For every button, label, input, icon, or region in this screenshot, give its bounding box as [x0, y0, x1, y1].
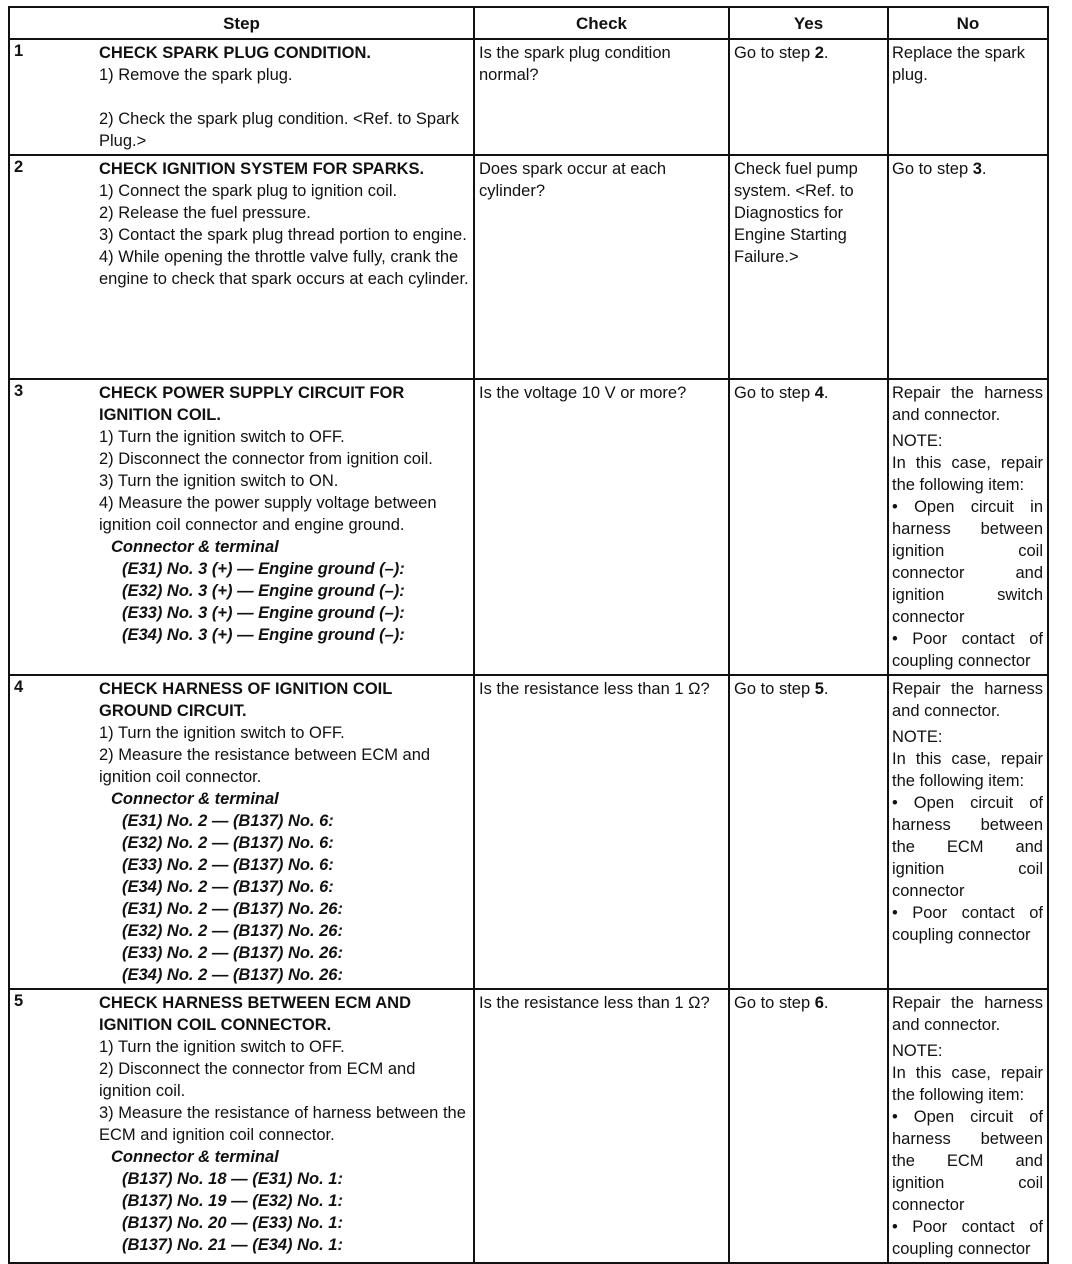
no-cell: Replace the spark plug. — [888, 39, 1048, 155]
header-step: Step — [9, 7, 474, 39]
table-row — [9, 155, 1048, 379]
step-instruction: 2) Disconnect the connector from ignition coil. — [99, 450, 433, 468]
step-cell — [9, 39, 474, 155]
table-row — [9, 989, 1048, 1263]
connector-terminal: (E31) No. 2 — (B137) No. 6: — [122, 812, 334, 830]
step-instruction: 2) Check the spark plug condition. <Ref. to Spark Plug.> — [99, 110, 459, 150]
no-cell: Go to step 3. — [888, 155, 1048, 379]
check-cell: Is the resistance less than 1 Ω? — [474, 675, 729, 989]
table-row — [9, 379, 1048, 675]
step-title: CHECK HARNESS BETWEEN ECM AND IGNITION COIL CONNECTOR. — [99, 994, 411, 1034]
no-cell — [888, 379, 1048, 675]
step-number: 2 — [14, 158, 24, 176]
note-text: In this case, repair the following item: — [892, 750, 1043, 790]
step-instruction: 2) Measure the resistance between ECM and ignition coil connector. — [99, 746, 431, 786]
connector-terminal: (E34) No. 2 — (B137) No. 26: — [122, 966, 343, 984]
connector-terminal: (E33) No. 2 — (B137) No. 6: — [122, 856, 334, 874]
connector-terminal: (B137) No. 18 — (E31) No. 1: — [122, 1170, 343, 1188]
connector-terminal: (B137) No. 21 — (E34) No. 1: — [122, 1236, 343, 1254]
connector-terminal: (B137) No. 19 — (E32) No. 1: — [122, 1192, 343, 1210]
connector-terminal: (E33) No. 2 — (B137) No. 26: — [122, 944, 343, 962]
step-number: 1 — [14, 42, 24, 60]
note-item: • Poor contact of coupling connector — [892, 904, 1043, 944]
yes-cell: Go to step 2. — [729, 39, 888, 155]
connector-terminal: (B137) No. 20 — (E33) No. 1: — [122, 1214, 343, 1232]
note-text: In this case, repair the following item: — [892, 454, 1043, 494]
yes-cell: Go to step 5. — [729, 675, 888, 989]
step-instruction: 1) Turn the ignition switch to OFF. — [99, 724, 345, 742]
step-instruction: 4) While opening the throttle valve fully, crank the engine to check that spark occurs at each cylinder. — [99, 248, 469, 288]
step-title: CHECK POWER SUPPLY CIRCUIT FOR IGNITION COIL. — [99, 384, 405, 424]
connector-terminal: (E32) No. 2 — (B137) No. 26: — [122, 922, 343, 940]
connector-terminal: (E32) No. 2 — (B137) No. 6: — [122, 834, 334, 852]
connector-label: Connector & terminal — [111, 1148, 279, 1166]
table-row — [9, 39, 1048, 155]
step-cell — [9, 379, 474, 675]
step-number: 4 — [14, 678, 24, 696]
connector-terminal: (E32) No. 3 (+) — Engine ground (–): — [122, 582, 405, 600]
step-title: CHECK IGNITION SYSTEM FOR SPARKS. — [99, 160, 425, 178]
note-text: In this case, repair the following item: — [892, 1064, 1043, 1104]
connector-label: Connector & terminal — [111, 790, 279, 808]
step-number: 3 — [14, 382, 24, 400]
no-action: Repair the harness and connector. — [892, 994, 1043, 1034]
step-instruction: 4) Measure the power supply voltage between ignition coil connector and engine ground. — [99, 494, 437, 534]
yes-cell: Go to step 4. — [729, 379, 888, 675]
note-item: • Open circuit in harness between ignition coil connector and ignition switch connector — [892, 498, 1043, 626]
step-instruction: 1) Turn the ignition switch to OFF. — [99, 1038, 345, 1056]
note-item: • Open circuit of harness between the ECM and ignition coil connector — [892, 1108, 1043, 1214]
connector-label: Connector & terminal — [111, 538, 279, 556]
step-title: CHECK SPARK PLUG CONDITION. — [99, 44, 371, 62]
check-cell: Does spark occur at each cylinder? — [474, 155, 729, 379]
step-instruction: 2) Release the fuel pressure. — [99, 204, 311, 222]
note-item: • Poor contact of coupling connector — [892, 1218, 1043, 1258]
note-item: • Poor contact of coupling connector — [892, 630, 1043, 670]
step-instruction: 2) Disconnect the connector from ECM and ignition coil. — [99, 1060, 416, 1100]
header-yes: Yes — [729, 7, 888, 39]
table-row — [9, 675, 1048, 989]
connector-terminal: (E31) No. 3 (+) — Engine ground (–): — [122, 560, 405, 578]
header-check: Check — [474, 7, 729, 39]
connector-terminal: (E33) No. 3 (+) — Engine ground (–): — [122, 604, 405, 622]
step-number: 5 — [14, 992, 24, 1010]
step-cell — [9, 675, 474, 989]
note-label: NOTE: — [892, 432, 943, 450]
yes-cell: Go to step 6. — [729, 989, 888, 1263]
no-cell — [888, 675, 1048, 989]
no-cell — [888, 989, 1048, 1263]
connector-terminal: (E34) No. 2 — (B137) No. 6: — [122, 878, 334, 896]
step-title: CHECK HARNESS OF IGNITION COIL GROUND CIRCUIT. — [99, 680, 393, 720]
yes-cell: Check fuel pump system. <Ref. to Diagnostics for Engine Starting Failure.> — [729, 155, 888, 379]
header-row — [9, 7, 1048, 39]
connector-terminal: (E31) No. 2 — (B137) No. 26: — [122, 900, 343, 918]
step-instruction: 3) Contact the spark plug thread portion to engine. — [99, 226, 467, 244]
note-label: NOTE: — [892, 1042, 943, 1060]
step-instruction: 1) Turn the ignition switch to OFF. — [99, 428, 345, 446]
note-label: NOTE: — [892, 728, 943, 746]
no-action: Repair the harness and connector. — [892, 680, 1043, 720]
check-cell: Is the voltage 10 V or more? — [474, 379, 729, 675]
step-instruction: 3) Measure the resistance of harness between the ECM and ignition coil connector. — [99, 1104, 466, 1144]
diagnostic-table — [8, 6, 1049, 1264]
no-action: Repair the harness and connector. — [892, 384, 1043, 424]
connector-terminal: (E34) No. 3 (+) — Engine ground (–): — [122, 626, 405, 644]
step-cell — [9, 155, 474, 379]
check-cell: Is the resistance less than 1 Ω? — [474, 989, 729, 1263]
step-cell — [9, 989, 474, 1263]
step-instruction: 1) Connect the spark plug to ignition coil. — [99, 182, 398, 200]
step-instruction: 3) Turn the ignition switch to ON. — [99, 472, 339, 490]
check-cell: Is the spark plug condition normal? — [474, 39, 729, 155]
header-no: No — [888, 7, 1048, 39]
step-instruction: 1) Remove the spark plug. — [99, 66, 293, 84]
note-item: • Open circuit of harness between the ECM and ignition coil connector — [892, 794, 1043, 900]
